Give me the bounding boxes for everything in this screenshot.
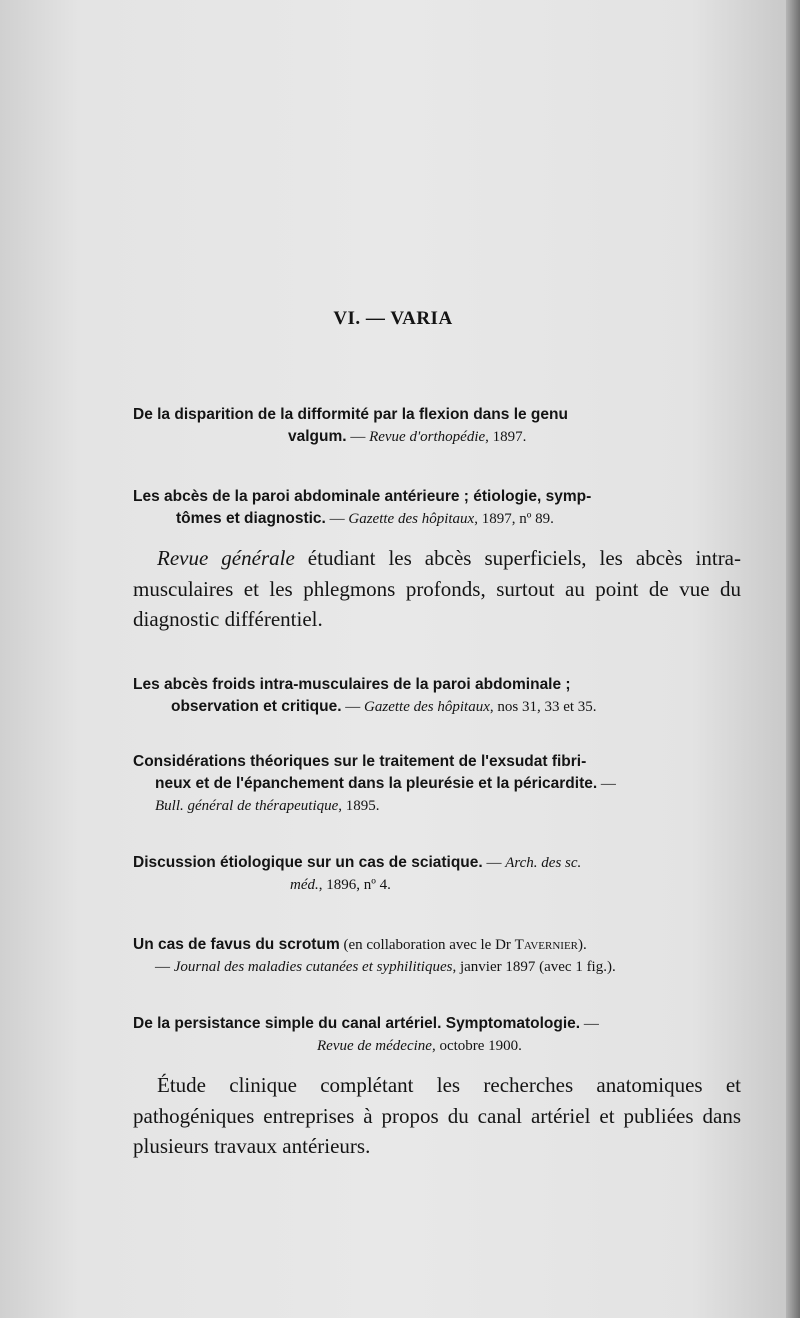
journal-name: Arch. des sc. (505, 855, 582, 871)
entry-title: Un cas de favus du scrotum (en collaboration avec le Dr Tavernier). — Journal des maladies cutanées et syphilitiques, janvier 1897 (avec 1 fig.). (133, 936, 616, 975)
bibliography-entry (133, 404, 738, 448)
entry-title: Les abcès froids intra-musculaires de la paroi abdominale ; observation et critique. — Gazette des hôpitaux, nos 31, 33 et 35. (133, 676, 597, 715)
entry-title: Considérations théoriques sur le traitement de l'exsudat fibri- neux et de l'épanchement dans la pleurésie et la péricardite. — Bull. général de thérapeutique, 1895. (133, 753, 616, 814)
page-edge-shadow (786, 0, 800, 1318)
entry-title: Les abcès de la paroi abdominale antérieure ; étiologie, symp- tômes et diagnostic. — Gazette des hôpitaux, 1897, nº 89. (133, 488, 592, 527)
bibliography-entry (133, 486, 738, 530)
entry-title: De la persistance simple du canal artériel. Symptomatologie. — Revue de médecine, octobre 1900. (133, 1015, 599, 1054)
entry-title: De la disparition de la difformité par la flexion dans le genu valgum. — Revue d'orthopédie, 1897. (133, 406, 568, 445)
journal-name: Journal des maladies cutanées et syphilitiques (173, 959, 453, 975)
bibliography-entry (133, 1013, 738, 1057)
bibliography-entry (133, 852, 738, 896)
entry-title: Discussion étiologique sur un cas de sciatique. — Arch. des sc. méd., 1896, nº 4. (133, 854, 582, 893)
journal-name: Revue de médecine (317, 1038, 432, 1054)
bibliography-entry (133, 674, 738, 718)
journal-name: Bull. général de thérapeutique (155, 798, 339, 814)
summary-paragraph: Étude clinique complétant les recherches anatomiques et pathogéniques entreprises à propos du canal artériel et publiées dans plusieurs travaux antérieurs. (133, 1073, 741, 1158)
collaborator-name: Tavernier (514, 937, 579, 953)
bibliography-entry (133, 934, 738, 978)
bibliography-entry (133, 751, 738, 817)
section-title: VI. — VARIA (333, 308, 453, 329)
journal-name: Gazette des hôpitaux (348, 511, 475, 527)
summary-paragraph: Revue générale étudiant les abcès superficiels, les abcès intra-musculaires et les phlegmons profonds, surtout au point de vue du diagnostic différentiel. (133, 546, 741, 631)
journal-name: Gazette des hôpitaux (364, 699, 490, 715)
journal-name: Revue d'orthopédie (369, 429, 486, 445)
